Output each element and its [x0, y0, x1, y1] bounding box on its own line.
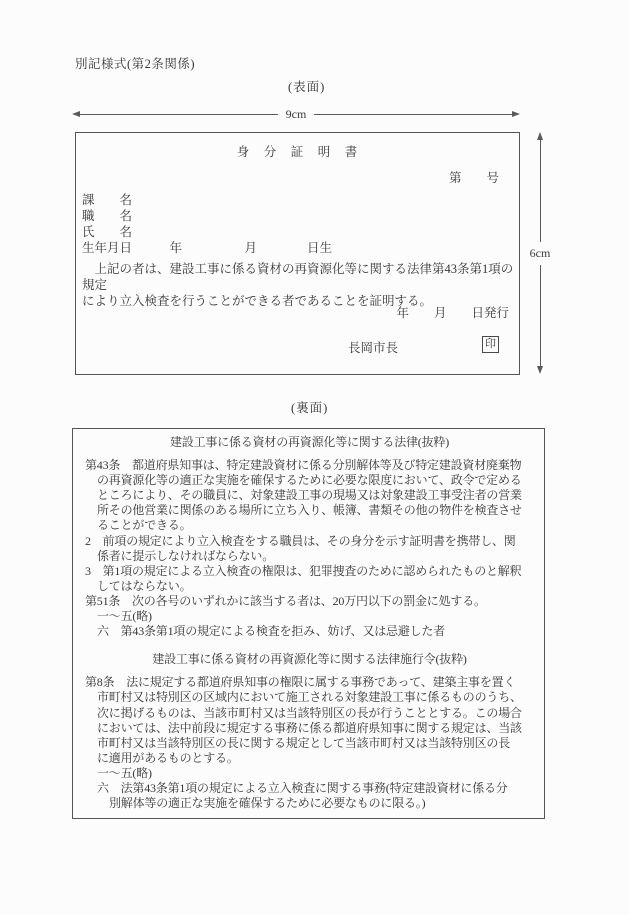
seal-mark: 印	[482, 336, 499, 353]
text-line: 第43条 都道府県知事は、特定建設資材に係る分別解体等及び特定建設資材廃棄物	[85, 458, 522, 473]
field-position: 職 名	[82, 209, 133, 223]
text-line: ることができる。	[97, 518, 192, 533]
width-dimension-label: 9cm	[285, 106, 307, 121]
dimension-line	[80, 114, 278, 115]
text-line: 2 前項の規定により立入検査をする職員は、その身分を示す証明書を携帯し、関	[85, 533, 516, 548]
arrow-left-icon	[72, 111, 80, 117]
issuer-row	[348, 338, 496, 356]
card-title: 身 分 証 明 書	[236, 145, 359, 159]
form-reference-label: 別記様式(第2条関係)	[75, 57, 196, 71]
text-line: 一～五(略)	[97, 609, 152, 624]
issue-date-line: 年 月 日発行	[396, 306, 509, 320]
text-line: してはならない。	[97, 578, 192, 593]
id-card-back	[72, 428, 545, 819]
height-dimension-arrow	[526, 132, 554, 374]
text-line: 所その他営業に関係のある場所に立ち入り、帳簿、書類その他の物件を検査させ	[97, 503, 522, 518]
text-line: 別解体等の適正な実施を確保するために必要なものに限る。)	[109, 796, 426, 811]
text-line: 第51条 次の各号のいずれかに該当する者は、20万円以下の罰金に処する。	[85, 593, 486, 608]
arrow-right-icon	[512, 111, 520, 117]
dimension-line	[540, 265, 541, 367]
text-line: 建設工事に係る資材の再資源化等に関する法律(抜粋)	[170, 435, 449, 449]
text-line: においては、法中前段に規定する事務に係る都道府県知事に関する規定は、当該	[97, 720, 522, 735]
card-number-line: 第 号	[448, 171, 499, 185]
text-line: の再資源化等の適正な実施を確保するために必要な限度において、政令で定める	[97, 473, 522, 488]
arrow-up-icon	[537, 132, 543, 140]
field-name: 氏 名	[82, 225, 133, 239]
width-dimension-arrow	[72, 107, 520, 121]
field-division: 課 名	[82, 193, 133, 207]
back-side-label: (裏面)	[291, 401, 329, 415]
field-birthdate: 生年月日 年 月 日生	[82, 241, 333, 255]
text-line: 上記の者は、建設工事に係る資材の再資源化等に関する法律第43条第1項の規定	[82, 262, 514, 292]
text-line: 第8条 法に規定する都道府県知事の権限に属する事務であって、建築主事を置く	[85, 675, 516, 690]
text-line: 建設工事に係る資材の再資源化等に関する法律施行令(抜粋)	[152, 652, 467, 667]
text-line: に適用があるものとする。	[97, 750, 239, 765]
issuer-name: 長岡市長	[348, 341, 399, 355]
arrow-down-icon	[537, 366, 543, 374]
front-side-label: (表面)	[288, 80, 326, 94]
text-line: 次に掲げるものは、当該市町村又は当該特別区の長が行うこととする。この場合	[97, 705, 522, 720]
text-line: ところにより、その職員に、対象建設工事の現場又は対象建設工事受注者の営業	[97, 488, 522, 503]
text-line: 一～五(略)	[97, 765, 152, 780]
text-line: 市町村又は当該特別区の長に関する規定として当該市町村又は当該特別区の長	[97, 735, 511, 750]
id-card-front	[75, 132, 520, 375]
text-line: により立入検査を行うことができる者であることを証明する。	[82, 294, 433, 308]
text-line: 係者に提示しなければならない。	[97, 548, 275, 563]
text-line: 六 第43条第1項の規定による検査を拒み、妨げ、又は忌避した者	[97, 624, 446, 639]
text-line: 3 第1項の規定による立入検査の権限は、犯罪捜査のために認められたものと解釈	[85, 563, 522, 578]
dimension-line	[540, 140, 541, 242]
text-line: 六 法第43条第1項の規定による立入検査に関する事務(特定建設資材に係る分	[97, 780, 508, 795]
text-line: 市町村又は特別区の区域内において施工される対象建設工事に係るもののうち、	[97, 690, 522, 705]
certification-paragraph	[82, 261, 516, 309]
dimension-line	[314, 114, 512, 115]
height-dimension-label: 6cm	[529, 245, 551, 260]
